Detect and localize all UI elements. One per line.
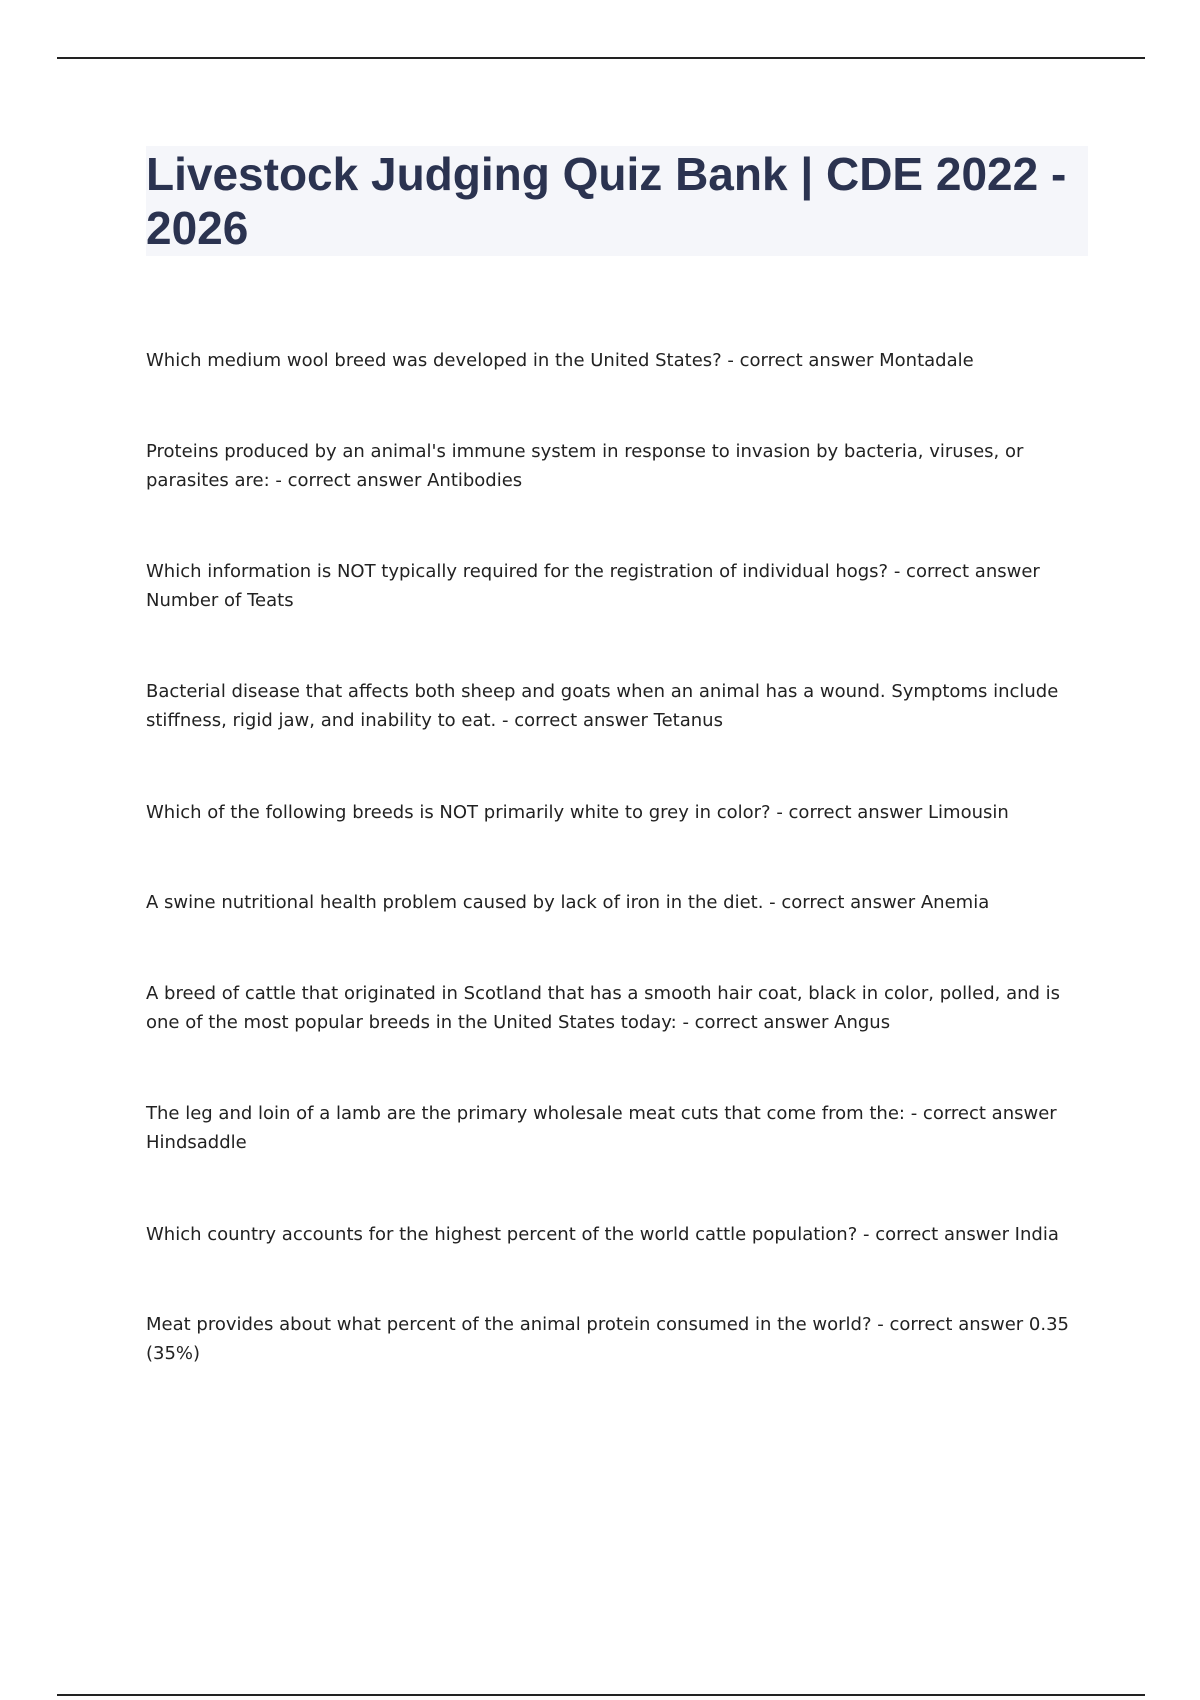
qa-item-4: Bacterial disease that affects both sheep and goats when an animal has a wound. Symptoms include stiffness, rigid jaw, and inability to eat. - correct answer Tetanus [146,681,1059,731]
qa-item-1: Which medium wool breed was developed in the United States? - correct answer Montadale [146,350,974,371]
qa-item-9: Which country accounts for the highest percent of the world cattle population? - correct answer India [146,1224,1059,1245]
qa-item-6: A swine nutritional health problem caused by lack of iron in the diet. - correct answer Anemia [146,892,990,913]
qa-item-7: A breed of cattle that originated in Scotland that has a smooth hair coat, black in color, polled, and is one of the most popular breeds in the United States today: - correct answer Angus [146,983,1061,1033]
qa-item-3: Which information is NOT typically required for the registration of individual hogs? - correct answer Number of Teats [146,561,1040,611]
document-title: Livestock Judging Quiz Bank | CDE 2022 - 2026 [146,148,1067,254]
qa-item-10: Meat provides about what percent of the animal protein consumed in the world? - correct answer 0.35 (35%) [146,1314,1070,1364]
title-banner [146,146,1088,256]
qa-item-5: Which of the following breeds is NOT primarily white to grey in color? - correct answer Limousin [146,802,1009,823]
footer-rule [57,1694,1145,1696]
header-rule [57,57,1145,59]
qa-item-8: The leg and loin of a lamb are the primary wholesale meat cuts that come from the: - correct answer Hindsaddle [146,1103,1057,1153]
qa-item-2: Proteins produced by an animal's immune system in response to invasion by bacteria, viruses, or parasites are: - correct answer Antibodies [146,441,1024,491]
